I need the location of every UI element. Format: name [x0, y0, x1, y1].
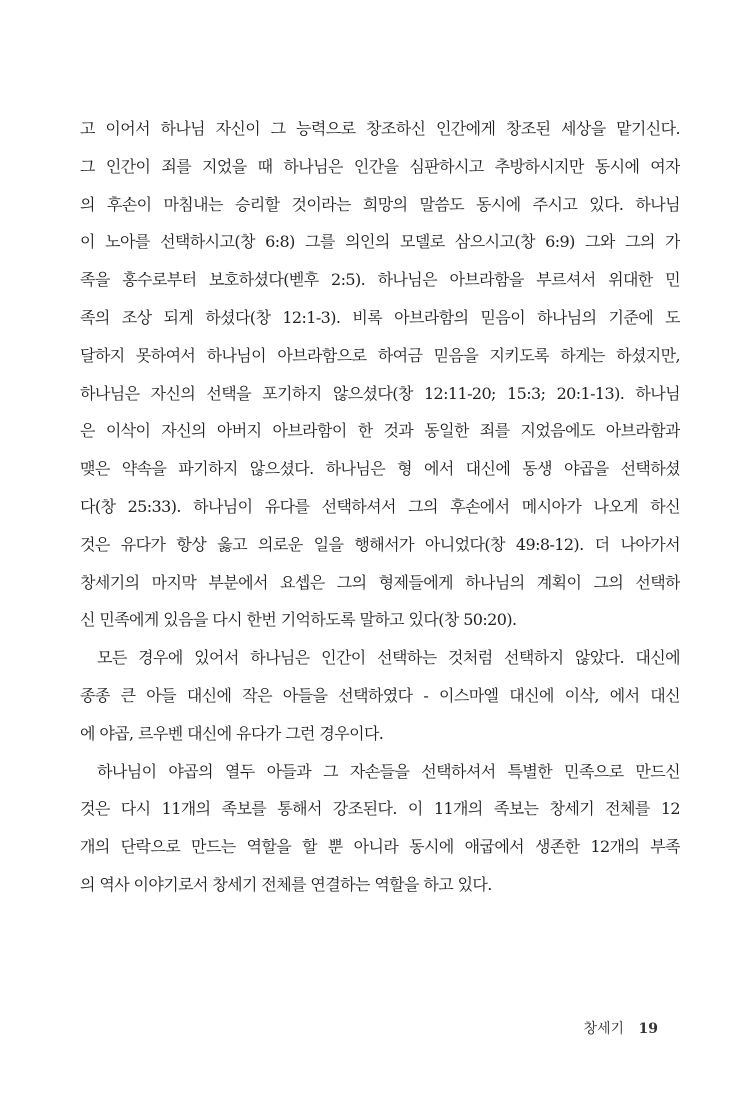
text-line: 모든 경우에 있어서 하나님은 인간이 선택하는 것처럼 선택하지 않았다. 대신에	[97, 648, 680, 668]
running-title: 창세기	[583, 1021, 625, 1037]
text-line: 족을 홍수로부터 보호하셨다(벧후 2:5). 하나님은 아브라함을 부르셔서 위대한 민	[80, 270, 680, 290]
text-line: 의 역사 이야기로서 창세기 전체를 연결하는 역할을 하고 있다.	[80, 874, 492, 894]
text-line: 종종 큰 아들 대신에 작은 아들을 선택하였다 - 이스마엘 대신에 이삭, 에서 대신	[80, 685, 680, 705]
text-line: 창세기의 마지막 부분에서 요셉은 그의 형제들에게 하나님의 계획이 그의 선택하	[80, 572, 680, 592]
text-line: 의 후손이 마침내는 승리할 것이라는 희망의 말씀도 동시에 주시고 있다. 하나님	[80, 194, 680, 214]
text-line: 그 인간이 죄를 지었을 때 하나님은 인간을 심판하시고 추방하시지만 동시에 여자	[80, 156, 680, 176]
text-line: 은 이삭이 자신의 아버지 아브라함이 한 것과 동일한 죄를 지었음에도 아브라함과	[80, 421, 680, 441]
text-line: 이 노아를 선택하시고(창 6:8) 그를 의인의 모델로 삼으시고(창 6:9) 그와 그의 가	[80, 232, 680, 252]
page-footer	[583, 1018, 658, 1038]
text-line: 맺은 약속을 파기하지 않으셨다. 하나님은 형 에서 대신에 동생 야곱을 선택하셨	[80, 459, 680, 479]
text-line: 다(창 25:33). 하나님이 유다를 선택하셔서 그의 후손에서 메시아가 나오게 하신	[80, 496, 680, 516]
text-line: 신 민족에게 있음을 다시 한번 기억하도록 말하고 있다(창 50:20).	[80, 610, 517, 630]
text-line: 것은 유다가 항상 옳고 의로운 일을 행해서가 아니었다(창 49:8-12). 더 나아가서	[80, 534, 680, 554]
text-line: 족의 조상 되게 하셨다(창 12:1-3). 비록 아브라함의 믿음이 하나님의 기준에 도	[80, 307, 680, 327]
body-text	[80, 110, 680, 904]
text-line: 에 야곱, 르우벤 대신에 유다가 그런 경우이다.	[80, 723, 384, 743]
text-line: 것은 다시 11개의 족보를 통해서 강조된다. 이 11개의 족보는 창세기 전체를 12	[80, 799, 680, 819]
text-line: 하나님이 야곱의 열두 아들과 그 자손들을 선택하셔서 특별한 민족으로 만드신	[97, 761, 680, 781]
text-line: 개의 단락으로 만드는 역할을 할 뿐 아니라 동시에 애굽에서 생존한 12개의 부족	[80, 837, 680, 857]
text-line: 하나님은 자신의 선택을 포기하지 않으셨다(창 12:11-20; 15:3; 20:1-13). 하나님	[80, 383, 680, 403]
page-number: 19	[638, 1021, 658, 1037]
text-line: 고 이어서 하나님 자신이 그 능력으로 창조하신 인간에게 창조된 세상을 맡기신다.	[80, 119, 680, 138]
text-line: 달하지 못하여서 하나님이 아브라함으로 하여금 믿음을 지키도록 하게는 하셨지만,	[80, 345, 680, 365]
